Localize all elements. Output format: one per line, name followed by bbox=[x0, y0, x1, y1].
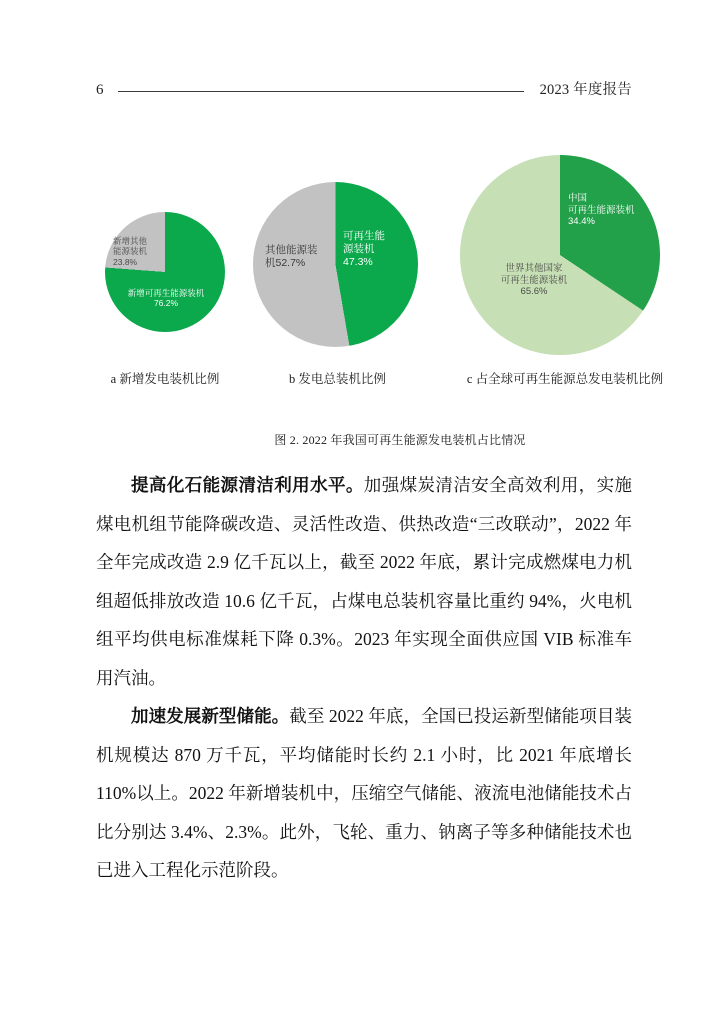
caption-a: a 新增发电装机比例 bbox=[110, 372, 220, 386]
pie-chart-a bbox=[105, 212, 225, 332]
pie-charts-row bbox=[90, 150, 710, 365]
caption-c: c 占全球可再生能源总发电装机比例 bbox=[466, 372, 664, 386]
paragraph-1-text: 加强煤炭清洁安全高效利用，实施煤电机组节能降碳改造、灵活性改造、供热改造“三改联动”，2022 年全年完成改造 2.9 亿千瓦以上，截至 2022 年底，累计完成燃煤电力机组超低排放改造 10.6 亿千瓦，占煤电总装机容量比重约 94%，火电机组平均供电标准煤耗下降 0.3%。2023 年实现全面供应国 VIB 标准车用汽油。 bbox=[96, 475, 632, 688]
page-number: 6 bbox=[96, 81, 104, 98]
pie-a-graphic bbox=[105, 212, 225, 332]
chart-captions bbox=[90, 369, 710, 423]
page-header bbox=[96, 78, 632, 102]
body-content bbox=[96, 466, 632, 890]
pie-a-label-other: 新增其他 能源装机 23.8% bbox=[113, 236, 148, 267]
figure-title: 图 2. 2022 年我国可再生能源发电装机占比情况 bbox=[274, 433, 526, 447]
pie-b-label-other: 其他能源装 机52.7% bbox=[265, 244, 318, 269]
caption-b: b 发电总装机比例 bbox=[289, 372, 386, 386]
paragraph-new-energy-storage bbox=[96, 697, 632, 890]
paragraph-2-lead: 加速发展新型储能。 bbox=[131, 706, 290, 726]
pie-chart-b bbox=[253, 182, 418, 347]
header-title: 2023 年度报告 bbox=[539, 81, 632, 98]
paragraph-fossil-energy bbox=[96, 466, 632, 697]
pie-a-label-renewable: 新增可再生能源装机 76.2% bbox=[127, 288, 205, 309]
pie-b-label-renewable: 可再生能 源装机 47.3% bbox=[343, 230, 385, 268]
paragraph-1-lead: 提高化石能源清洁利用水平。 bbox=[131, 475, 364, 495]
pie-b-graphic bbox=[253, 182, 418, 347]
pie-chart-c bbox=[460, 155, 660, 355]
paragraph-2-text: 截至 2022 年底，全国已投运新型储能项目装机规模达 870 万千瓦，平均储能时长约 2.1 小时，比 2021 年底增长 110%以上。2022 年新增装机中，压缩空气储能、液流电池储能技术占比分别达 3.4%、2.3%。此外，飞轮、重力、钠离子等多种储能技术也已进入工程化示范阶段。 bbox=[96, 706, 632, 880]
figure-2 bbox=[90, 150, 710, 448]
pie-c-label-world: 世界其他国家 可再生能源装机 65.6% bbox=[500, 263, 568, 298]
header-divider bbox=[118, 91, 524, 92]
pie-c-graphic bbox=[460, 155, 660, 355]
pie-c-label-china: 中国 可再生能源装机 34.4% bbox=[568, 193, 635, 228]
